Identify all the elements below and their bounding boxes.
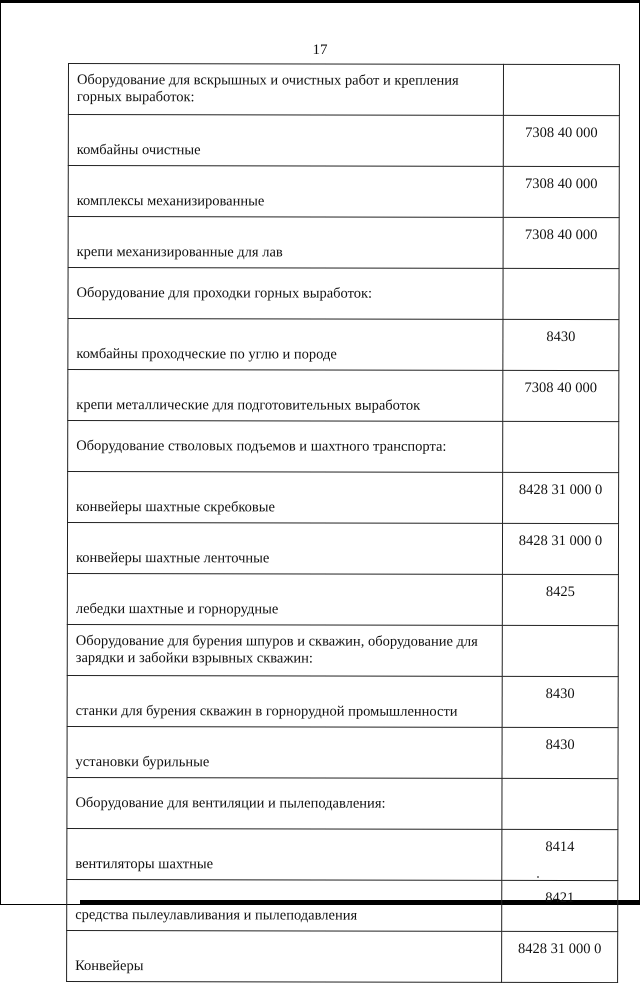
table-row <box>67 879 618 931</box>
section-title-cell: Оборудование для проходки горных выработок: <box>68 268 503 320</box>
section-title-cell: Оборудование для вскрышных и очистных работ и крепления горных выработок: <box>68 64 503 116</box>
table-row <box>67 675 618 727</box>
hs-code-cell <box>503 421 619 472</box>
equipment-name-cell: крепи металлические для подготовительных выработок <box>68 370 503 422</box>
section-header-row <box>68 421 619 473</box>
equipment-name-cell: установки бурильные <box>67 726 502 778</box>
hs-code-cell <box>502 778 618 829</box>
table-row <box>68 472 619 524</box>
equipment-codes-table <box>66 63 620 983</box>
equipment-name-cell: крепи механизированные для лав <box>68 217 503 269</box>
scan-speck <box>537 876 539 878</box>
section-title-cell: Оборудование стволовых подъемов и шахтного транспорта: <box>68 421 503 473</box>
table-row <box>67 726 618 778</box>
section-header-row <box>68 268 619 320</box>
hs-code-cell <box>503 268 619 319</box>
section-header-row <box>67 624 618 676</box>
equipment-name-cell: вентиляторы шахтные <box>67 828 502 880</box>
hs-code-cell: 8414 <box>502 829 618 880</box>
table-row <box>68 115 619 167</box>
section-header-row <box>68 64 619 116</box>
hs-code-cell: 8428 31 000 0 <box>502 931 618 982</box>
equipment-name-cell: средства пылеулавливания и пылеподавления <box>67 879 502 931</box>
equipment-name-cell: Конвейеры <box>67 930 502 982</box>
equipment-name-cell: станки для бурения скважин в горнорудной промышленности <box>67 675 502 727</box>
section-header-row <box>67 777 618 829</box>
hs-code-cell: 8421 <box>502 880 618 931</box>
equipment-name-cell: комбайны проходческие по углю и породе <box>68 319 503 371</box>
hs-code-cell: 7308 40 000 <box>503 166 619 217</box>
table-body <box>67 64 620 983</box>
table-row <box>68 319 619 371</box>
table-row <box>68 166 619 218</box>
hs-code-cell: 8430 <box>502 676 618 727</box>
equipment-name-cell: конвейеры шахтные скребковые <box>68 472 503 524</box>
table-row <box>67 828 618 880</box>
table-row <box>68 217 619 269</box>
hs-code-cell <box>502 625 618 676</box>
scan-edge-top <box>0 0 640 3</box>
hs-code-cell: 8430 <box>503 319 619 370</box>
hs-code-cell: 8430 <box>502 727 618 778</box>
equipment-name-cell: комбайны очистные <box>68 115 503 167</box>
table-row <box>67 523 618 575</box>
hs-code-cell: 7308 40 000 <box>503 217 619 268</box>
table-row <box>67 930 618 982</box>
table-row <box>67 573 618 625</box>
equipment-name-cell: лебедки шахтные и горнорудные <box>67 573 502 625</box>
section-title-cell: Оборудование для вентиляции и пылеподавления: <box>67 777 502 829</box>
hs-code-cell: 8428 31 000 0 <box>502 523 618 574</box>
equipment-name-cell: комплексы механизированные <box>68 166 503 218</box>
equipment-name-cell: конвейеры шахтные ленточные <box>67 523 502 575</box>
hs-code-cell: 8428 31 000 0 <box>503 472 619 523</box>
hs-code-cell <box>503 64 619 115</box>
section-title-cell: Оборудование для бурения шпуров и скважин, оборудование для зарядки и забойки взрывных скважин: <box>67 624 502 676</box>
hs-code-cell: 7308 40 000 <box>503 115 619 166</box>
hs-code-cell: 7308 40 000 <box>503 370 619 421</box>
table-row <box>68 370 619 422</box>
hs-code-cell: 8425 <box>502 574 618 625</box>
page-number: 17 <box>312 42 328 58</box>
